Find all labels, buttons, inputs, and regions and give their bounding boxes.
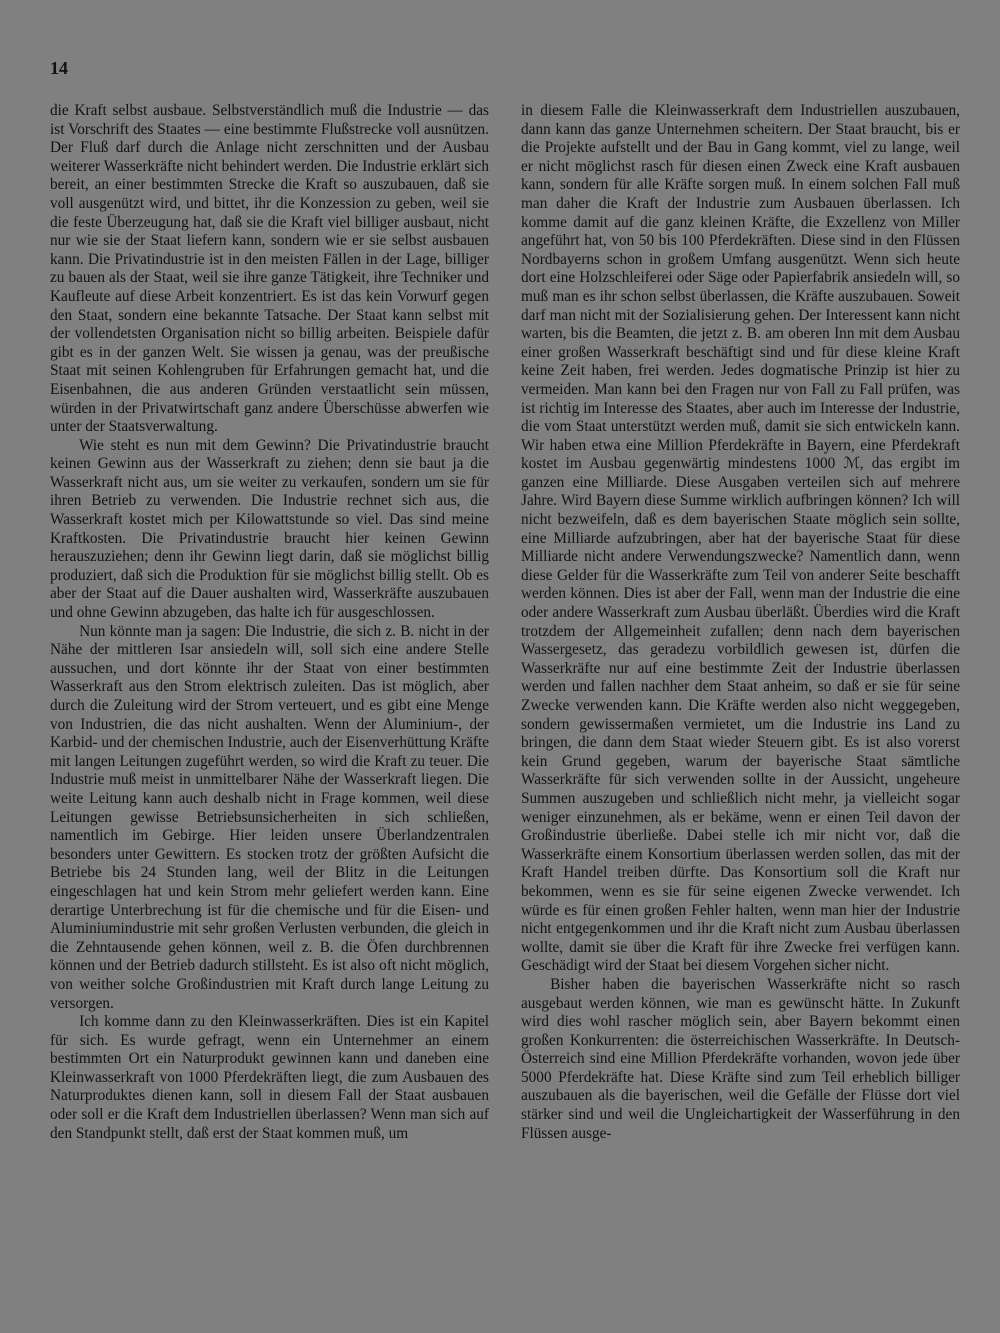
right-column [521, 102, 960, 1143]
page-number: 14 [50, 58, 68, 78]
paragraph: Ich komme dann zu den Kleinwasserkräften. Dies ist ein Kapitel für sich. Es wurde gefragt, wenn ein Unternehmer an einem bestimmten Ort ein Naturprodukt gewinnen kann und daneben eine Kleinwasserkraft von 1000 Pferdekräften liegt, die zum Ausbauen des Naturproduktes dienen kann, soll in diesem Fall der Staat ausbauen oder soll er die Kraft dem Industriellen überlassen? Wenn man sich auf den Standpunkt stellt, daß erst der Staat kommen muß, um [50, 1013, 489, 1142]
left-column [50, 102, 489, 1143]
paragraph: die Kraft selbst ausbaue. Selbstverständlich muß die Industrie — das ist Vorschrift des Staates — eine bestimmte Flußstrecke voll ausnützen. Der Fluß darf durch die Anlage nicht zerschnitten und der Ausbau weiterer Wasserkräfte nicht behindert werden. Die Industrie erklärt sich bereit, an einer bestimmten Strecke die Kraft so auszubauen, daß sie voll ausgenützt wird, und bittet, ihr die Konzession zu geben, weil sie die feste Überzeugung hat, daß sie die Kraft viel billiger ausbaut, nicht nur wie sie der Staat liefern kann, sondern wie er sie selbst ausbauen kann. Die Privatindustrie ist in den meisten Fällen in der Lage, billiger zu bauen als der Staat, weil sie ihre ganze Tätigkeit, ihre Techniker und Kaufleute auf diese Arbeit konzentriert. Es ist das kein Vorwurf gegen den Staat, sondern eine bekannte Tatsache. Der Staat kann selbst mit der vollendetsten Organisation nicht so billig arbeiten. Beispiele dafür gibt es in der ganzen Welt. Sie wissen ja genau, was der preußische Staat mit seinen Kohlengruben für Erfahrungen gemacht hat, und die Eisenbahnen, die aus anderen Gründen verstaatlicht sein müssen, würden in der Privatwirtschaft ganz andere Überschüsse abwerfen wie unter der Staatsverwaltung. [50, 102, 489, 436]
paragraph: Bisher haben die bayerischen Wasserkräfte nicht so rasch ausgebaut werden können, wie man es gewünscht hätte. In Zukunft wird dies wohl rascher möglich sein, aber Bayern bekommt einen großen Konkurrenten: die österreichischen Wasserkräfte. In Deutsch-Österreich sind eine Million Pferdekräfte vorhanden, wovon jede über 5000 Pferdekräfte hat. Diese Kräfte sind zum Teil erheblich billiger auszubauen als die bayerischen, weil die Gefälle der Flüsse dort viel stärker sind und weil die Ungleichartigkeit der Wasserführung in den Flüssen ausge- [521, 975, 960, 1142]
paragraph: Nun könnte man ja sagen: Die Industrie, die sich z. B. nicht in der Nähe der mittleren Isar ansiedeln will, soll sich eine andere Stelle aussuchen, und dort könnte ihr der Staat von einer bestimmten Wasserkraft aus den Strom elektrisch zuleiten. Das ist möglich, aber durch die Zuleitung wird der Strom verteuert, und es gibt eine Menge von Industrien, die das nicht aushalten. Wenn der Aluminium-, der Karbid- und der chemischen Industrie, auch der Eisenverhüttung Kräfte mit langen Leitungen zugeführt werden, so wird die Kraft zu teuer. Die Industrie muß meist in unmittelbarer Nähe der Wasserkraft liegen. Die weite Leitung kann auch deshalb nicht in Frage kommen, weil diese Leitungen gewisse Betriebsunsicherheiten in sich schließen, namentlich im Gebirge. Hier leiden unsere Überlandzentralen besonders unter Gewittern. Es stocken trotz der größten Aufsicht die Betriebe bis 24 Stunden lang, weil der Blitz in die Leitungen eingeschlagen hat und kein Strom mehr geliefert werden kann. Eine derartige Unterbrechung ist für die chemische und für die Eisen- und Aluminiumindustrie mit sehr großen Verlusten verbunden, die gleich in die Zehntausende gehen können, weil z. B. die Öfen durchbrennen können und der Betrieb dadurch stillsteht. Es ist also oft nicht möglich, von weither solche Großindustrien mit Kraft durch lange Leitung zu versorgen. [50, 622, 489, 1012]
paragraph: in diesem Falle die Kleinwasserkraft dem Industriellen auszubauen, dann kann das ganze Unternehmen scheitern. Der Staat braucht, bis er die Projekte aufstellt und der Bau in Gang kommt, viel zu lange, weil er nicht möglichst rasch für diesen einen Zweck eine Kraft ausbauen kann, sondern für alle Kräfte sorgen muß. In einem solchen Fall muß man daher die Kraft der Industrie zum Ausbauen überlassen. Ich komme damit auf die ganz kleinen Kräfte, die Exzellenz von Miller angeführt hat, von 50 bis 100 Pferdekräften. Diese sind in den Flüssen Nordbayerns schon in großem Umfang ausgenützt. Wenn sich heute dort eine Holzschleiferei oder Säge oder Papierfabrik ansiedeln will, so muß man es ihr schon selbst überlassen, die Kräfte auszubauen. Soweit darf man nicht mit der Sozialisierung gehen. Der Interessent kann nicht warten, bis die Beamten, die jetzt z. B. am oberen Inn mit dem Ausbau einer großen Wasserkraft beschäftigt sind und für diese kleine Kraft keine Zeit haben, frei werden. Jedes dogmatische Prinzip ist hier zu vermeiden. Man kann bei den Fragen nur von Fall zu Fall prüfen, was ist richtig im Interesse des Staates, aber auch im Interesse der Industrie, die vom Staat unterstützt werden muß, damit sie sich entwickeln kann. Wir haben etwa eine Million Pferdekräfte in Bayern, eine Pferdekraft kostet im Ausbau gegenwärtig mindestens 1000 ℳ, das ergibt im ganzen eine Milliarde. Diese Ausgaben verteilen sich auf mehrere Jahre. Wird Bayern diese Summe wirklich aufbringen können? Ich will nicht bezweifeln, daß es dem bayerischen Staate möglich sein sollte, eine Milliarde aufzubringen, aber hat der bayerische Staat für diese Milliarde nicht andere Verwendungszwecke? Namentlich dann, wenn diese Gelder für die Wasserkräfte zum Teil von anderer Seite beschafft werden können. Dies ist aber der Fall, wenn man der Industrie die eine oder andere Wasserkraft zum Ausbau überläßt. Überdies wird die Kraft trotzdem der Allgemeinheit zufallen; denn nach dem bayerischen Wassergesetz, das geradezu vorbildlich gewesen ist, dürfen die Wasserkräfte nur auf eine bestimmte Zeit der Industrie überlassen werden und fallen nachher dem Staat anheim, so daß er sie für seine Zwecke verwenden kann. Die Kräfte werden also nicht weggegeben, sondern gewissermaßen vermietet, um die Industrie ins Land zu bringen, die dann dem Staat wieder Steuern gibt. Es ist also vorerst kein Grund gegeben, warum der bayerische Staat sämtliche Wasserkräfte für sich verwenden sollte in der Aussicht, ungeheure Summen auszugeben und schließlich nicht mehr, ja vielleicht sogar weniger einzunehmen, als er bekäme, wenn er einen Teil davon der Großindustrie überließe. Dabei stelle ich mir nicht vor, daß die Wasserkräfte einem Konsortium überlassen werden sollen, das mit der Kraft Handel treiben dürfte. Das Konsortium soll die Kraft nur bekommen, wenn es sie für seine eigenen Zwecke verwendet. Ich würde es für einen großen Fehler halten, wenn man hier der Industrie nicht entgegenkommen und ihr die Kraft nicht zum Ausbau überlassen wollte, damit sie über die Kraft für ihre Zwecke frei verfügen kann. Geschädigt wird der Staat bei diesem Vorgehen sicher nicht. [521, 102, 960, 975]
paragraph: Wie steht es nun mit dem Gewinn? Die Privatindustrie braucht keinen Gewinn aus der Wasserkraft zu ziehen; denn sie baut ja die Wasserkraft nicht aus, um sie weiter zu verkaufen, sondern um sie für ihren Betrieb zu verwenden. Die Industrie rechnet sich aus, die Wasserkraft kostet mich per Kilowattstunde so viel. Das sind meine Kraftkosten. Die Privatindustrie braucht hier keinen Gewinn herauszuziehen; denn ihr Gewinn liegt darin, daß sie möglichst billig produziert, daß sich die Produktion für sie möglichst billig stellt. Ob es aber der Staat auf die Dauer aushalten wird, Wasserkräfte auszubauen und ohne Gewinn abzugeben, das halte ich für ausgeschlossen. [50, 436, 489, 622]
